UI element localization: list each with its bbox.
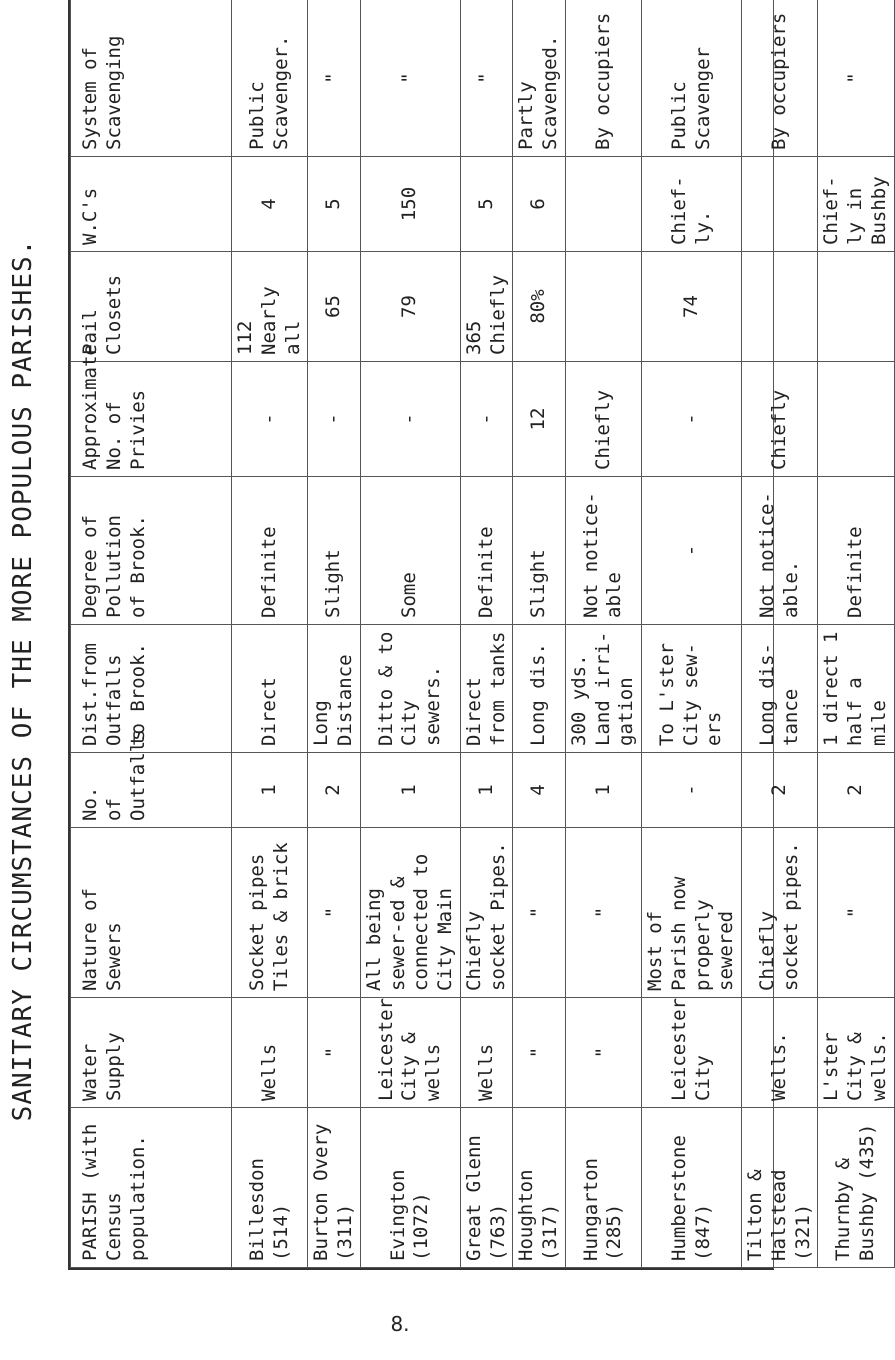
header-scavenging: System of Scavenging — [71, 0, 232, 157]
cell-privies — [818, 362, 894, 477]
cell-outfalls: 1 — [360, 753, 460, 828]
cell-water-supply: " — [513, 998, 566, 1108]
cell-parish: Hungarton (285) — [565, 1108, 641, 1268]
header-water-supply: Water Supply — [71, 998, 232, 1108]
cell-pollution: Slight — [513, 477, 566, 625]
cell-outfalls: 4 — [513, 753, 566, 828]
cell-parish: Houghton (317) — [513, 1108, 566, 1268]
table-row — [232, 0, 308, 1268]
cell-pail-closets — [565, 252, 641, 362]
cell-distance: 300 yds. Land irri-gation — [565, 625, 641, 753]
table-row — [460, 0, 513, 1268]
cell-pollution: Definite — [818, 477, 894, 625]
table-row — [818, 0, 894, 1268]
cell-water-supply: Wells — [232, 998, 308, 1108]
cell-distance: Long dis-tance — [742, 625, 818, 753]
header-pollution: Degree of Pollution of Brook. — [71, 477, 232, 625]
page-title: SANITARY CIRCUMSTANCES OF THE MORE POPULOUS PARISHES. — [8, 238, 38, 1122]
cell-pail-closets — [742, 252, 818, 362]
table-row — [642, 0, 742, 1268]
cell-sewers: All being sewer-ed & connected to City Main — [360, 828, 460, 998]
cell-pollution: Definite — [232, 477, 308, 625]
cell-pail-closets: 112 Nearly all — [232, 252, 308, 362]
cell-scavenging: Partly Scavenged. — [513, 0, 566, 157]
cell-water-supply: " — [565, 998, 641, 1108]
cell-privies: Chiefly — [742, 362, 818, 477]
cell-pail-closets: 365 Chiefly — [460, 252, 513, 362]
cell-sewers: Chiefly socket Pipes. — [460, 828, 513, 998]
sanitary-table-wrapper — [68, 0, 890, 1270]
cell-pail-closets: 80% — [513, 252, 566, 362]
header-pail-closets: Pail Closets — [71, 252, 232, 362]
cell-scavenging: " — [360, 0, 460, 157]
cell-pail-closets: 74 — [642, 252, 742, 362]
table-row — [360, 0, 460, 1268]
cell-pail-closets: 79 — [360, 252, 460, 362]
table-row — [513, 0, 566, 1268]
table-row — [565, 0, 641, 1268]
cell-sewers: Socket pipes Tiles & brick — [232, 828, 308, 998]
cell-water-supply: L'ster City & wells. — [818, 998, 894, 1108]
cell-sewers: Chiefly socket pipes. — [742, 828, 818, 998]
cell-privies: - — [232, 362, 308, 477]
cell-wcs: 6 — [513, 157, 566, 252]
cell-privies: - — [308, 362, 361, 477]
header-distance: Dist.from Outfalls to Brook. — [71, 625, 232, 753]
cell-outfalls: 1 — [565, 753, 641, 828]
cell-distance: To L'ster City sew-ers — [642, 625, 742, 753]
cell-privies: Chiefly — [565, 362, 641, 477]
cell-scavenging: By occupiers — [565, 0, 641, 157]
cell-parish: Tilton & Halstead (321) — [742, 1108, 818, 1268]
cell-wcs: 5 — [460, 157, 513, 252]
cell-water-supply: " — [308, 998, 361, 1108]
cell-distance: Direct from tanks — [460, 625, 513, 753]
cell-pollution: Slight — [308, 477, 361, 625]
cell-wcs: 4 — [232, 157, 308, 252]
cell-sewers: " — [513, 828, 566, 998]
cell-water-supply: Wells. — [742, 998, 818, 1108]
cell-distance: 1 direct 1 half a mile — [818, 625, 894, 753]
cell-water-supply: Wells — [460, 998, 513, 1108]
page-number: 8. — [390, 1312, 410, 1336]
cell-parish: Great Glenn (763) — [460, 1108, 513, 1268]
header-parish: PARISH (with Census population. — [71, 1108, 232, 1268]
cell-outfalls: 1 — [232, 753, 308, 828]
cell-sewers: " — [565, 828, 641, 998]
cell-parish: Thurnby & Bushby (435) — [818, 1108, 894, 1268]
cell-wcs — [742, 157, 818, 252]
cell-distance: Long dis. — [513, 625, 566, 753]
header-nature-of-sewers: Nature of Sewers — [71, 828, 232, 998]
cell-outfalls: - — [642, 753, 742, 828]
cell-pollution: Not notice-able — [565, 477, 641, 625]
cell-distance: Ditto & to City sewers. — [360, 625, 460, 753]
cell-water-supply: Leicester City & wells — [360, 998, 460, 1108]
cell-wcs: 150 — [360, 157, 460, 252]
sanitary-table — [70, 0, 895, 1268]
cell-parish: Billesdon (514) — [232, 1108, 308, 1268]
cell-privies: - — [642, 362, 742, 477]
cell-privies: - — [460, 362, 513, 477]
table-row — [308, 0, 361, 1268]
cell-scavenging: " — [308, 0, 361, 157]
cell-scavenging: " — [818, 0, 894, 157]
cell-sewers: " — [818, 828, 894, 998]
cell-water-supply: Leicester City — [642, 998, 742, 1108]
cell-pollution: Definite — [460, 477, 513, 625]
cell-scavenging: By occupiers — [742, 0, 818, 157]
cell-outfalls: 1 — [460, 753, 513, 828]
cell-parish: Evington (1072) — [360, 1108, 460, 1268]
cell-scavenging: Public Scavenger. — [232, 0, 308, 157]
table-row — [742, 0, 818, 1268]
cell-wcs: 5 — [308, 157, 361, 252]
cell-sewers: " — [308, 828, 361, 998]
cell-pollution: - — [642, 477, 742, 625]
cell-parish: Burton Overy (311) — [308, 1108, 361, 1268]
cell-wcs — [565, 157, 641, 252]
header-no-of-outfalls: No. of Outfalls — [71, 753, 232, 828]
cell-distance: Direct — [232, 625, 308, 753]
cell-scavenging: Public Scavenger — [642, 0, 742, 157]
cell-outfalls: 2 — [818, 753, 894, 828]
cell-sewers: Most of Parish now properly sewered — [642, 828, 742, 998]
cell-outfalls: 2 — [742, 753, 818, 828]
cell-wcs: Chief-ly. — [642, 157, 742, 252]
cell-pollution: Not notice-able. — [742, 477, 818, 625]
cell-privies: 12 — [513, 362, 566, 477]
cell-privies: - — [360, 362, 460, 477]
header-wcs: W.C's — [71, 157, 232, 252]
cell-outfalls: 2 — [308, 753, 361, 828]
cell-pollution: Some — [360, 477, 460, 625]
cell-pail-closets: 65 — [308, 252, 361, 362]
cell-scavenging: " — [460, 0, 513, 157]
header-privies: Approximate No. of Privies — [71, 362, 232, 477]
header-row — [71, 0, 232, 1268]
cell-wcs: Chief-ly in Bushby — [818, 157, 894, 252]
cell-parish: Humberstone (847) — [642, 1108, 742, 1268]
cell-pail-closets — [818, 252, 894, 362]
cell-distance: Long Distance — [308, 625, 361, 753]
